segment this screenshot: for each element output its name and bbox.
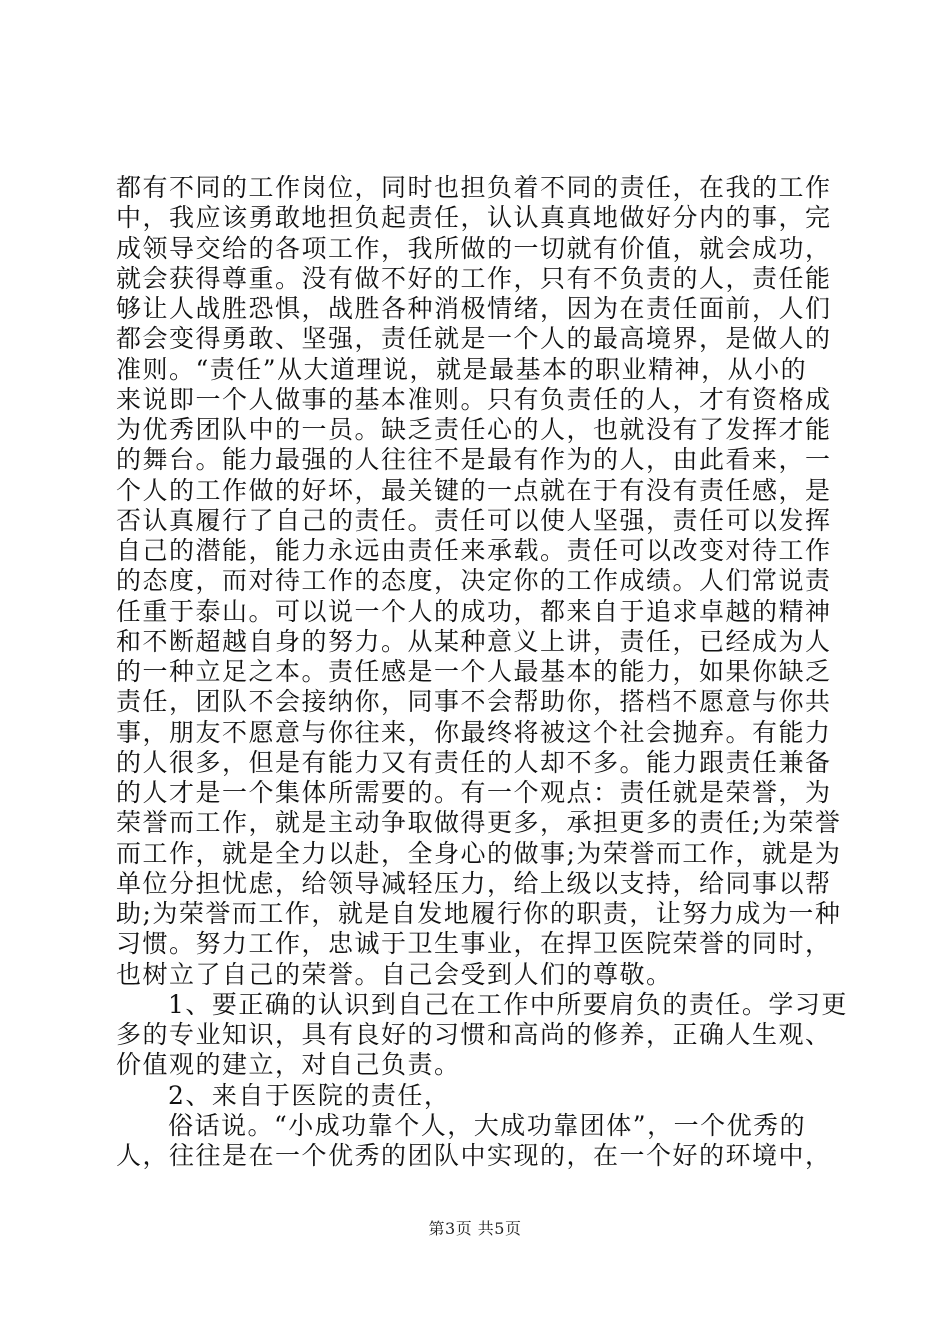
body-line: 习惯。努力工作，忠诚于卫生事业，在捍卫医院荣誉的同时， — [116, 929, 832, 959]
body-line: 单位分担忧虑，给领导减轻压力，给上级以支持，给同事以帮 — [116, 868, 832, 898]
body-line: 而工作，就是全力以赴，全身心的做事;为荣誉而工作，就是为 — [116, 838, 842, 868]
body-line: 自己的潜能，能力永远由责任来承载。责任可以改变对待工作 — [116, 536, 832, 565]
page-number-footer: 第3页 共5页 — [428, 1219, 522, 1238]
body-line: 的态度，而对待工作的态度，决定你的工作成绩。人们常说责 — [116, 566, 832, 596]
body-line: 都有不同的工作岗位，同时也担负着不同的责任，在我的工作 — [116, 173, 832, 202]
point-one-line: 多的专业知识，具有良好的习惯和高尚的修养，正确人生观、 — [116, 1020, 832, 1049]
saying-line: 人，往往是在一个优秀的团队中实现的，在一个好的环境中， — [116, 1141, 832, 1170]
body-line: 的舞台。能力最强的人往往不是最有作为的人，由此看来，一 — [116, 445, 832, 475]
body-line: 事，朋友不愿意与你往来，你最终将被这个社会抛弃。有能力 — [116, 717, 832, 747]
body-line: 来说即一个人做事的基本准则。只有负责任的人，才有资格成 — [116, 384, 832, 414]
saying-line: 俗话说。“小成功靠个人，大成功靠团体”，一个优秀的 — [168, 1110, 807, 1140]
body-line: 也树立了自己的荣誉。自己会受到人们的尊敬。 — [116, 959, 673, 989]
body-line: 任重于泰山。可以说一个人的成功，都来自于追求卓越的精神 — [116, 596, 832, 626]
body-line: 成领导交给的各项工作，我所做的一切就有价值，就会成功， — [116, 233, 832, 263]
body-line: 都会变得勇敢、坚强，责任就是一个人的最高境界，是做人的 — [116, 324, 832, 354]
body-line: 荣誉而工作，就是主动争取做得更多，承担更多的责任;为荣誉 — [116, 808, 842, 838]
point-one-line: 价值观的建立，对自己负责。 — [116, 1050, 461, 1080]
body-line: 和不断超越自身的努力。从某种意义上讲，责任，已经成为人 — [116, 626, 832, 656]
body-line: 为优秀团队中的一员。缺乏责任心的人，也就没有了发挥才能 — [116, 415, 832, 444]
point-one-line: 1、要正确的认识到自己在工作中所要肩负的责任。学习更 — [168, 989, 848, 1019]
body-line: 个人的工作做的好坏，最关键的一点就在于有没有责任感，是 — [116, 475, 832, 505]
body-line: 的人很多，但是有能力又有责任的人却不多。能力跟责任兼备 — [116, 747, 832, 777]
body-line: 否认真履行了自己的责任。责任可以使人坚强，责任可以发挥 — [116, 505, 832, 535]
document-body — [116, 173, 848, 1171]
body-line: 责任，团队不会接纳你，同事不会帮助你，搭档不愿意与你共 — [116, 687, 832, 717]
body-line: 准则。“责任”从大道理说，就是最基本的职业精神，从小的 — [116, 354, 808, 384]
point-two-heading: 2、来自于医院的责任， — [168, 1080, 451, 1110]
body-line: 的一种立足之本。责任感是一个人最基本的能力，如果你缺乏 — [116, 657, 832, 686]
body-line: 够让人战胜恐惧，战胜各种消极情绪，因为在责任面前，人们 — [116, 294, 832, 323]
body-line: 助;为荣誉而工作，就是自发地履行你的职责，让努力成为一种 — [116, 899, 842, 928]
body-line: 中，我应该勇敢地担负起责任，认认真真地做好分内的事，完 — [116, 203, 832, 233]
body-line: 就会获得尊重。没有做不好的工作，只有不负责的人，责任能 — [116, 263, 832, 293]
body-line: 的人才是一个集体所需要的。有一个观点：责任就是荣誉，为 — [116, 778, 832, 807]
